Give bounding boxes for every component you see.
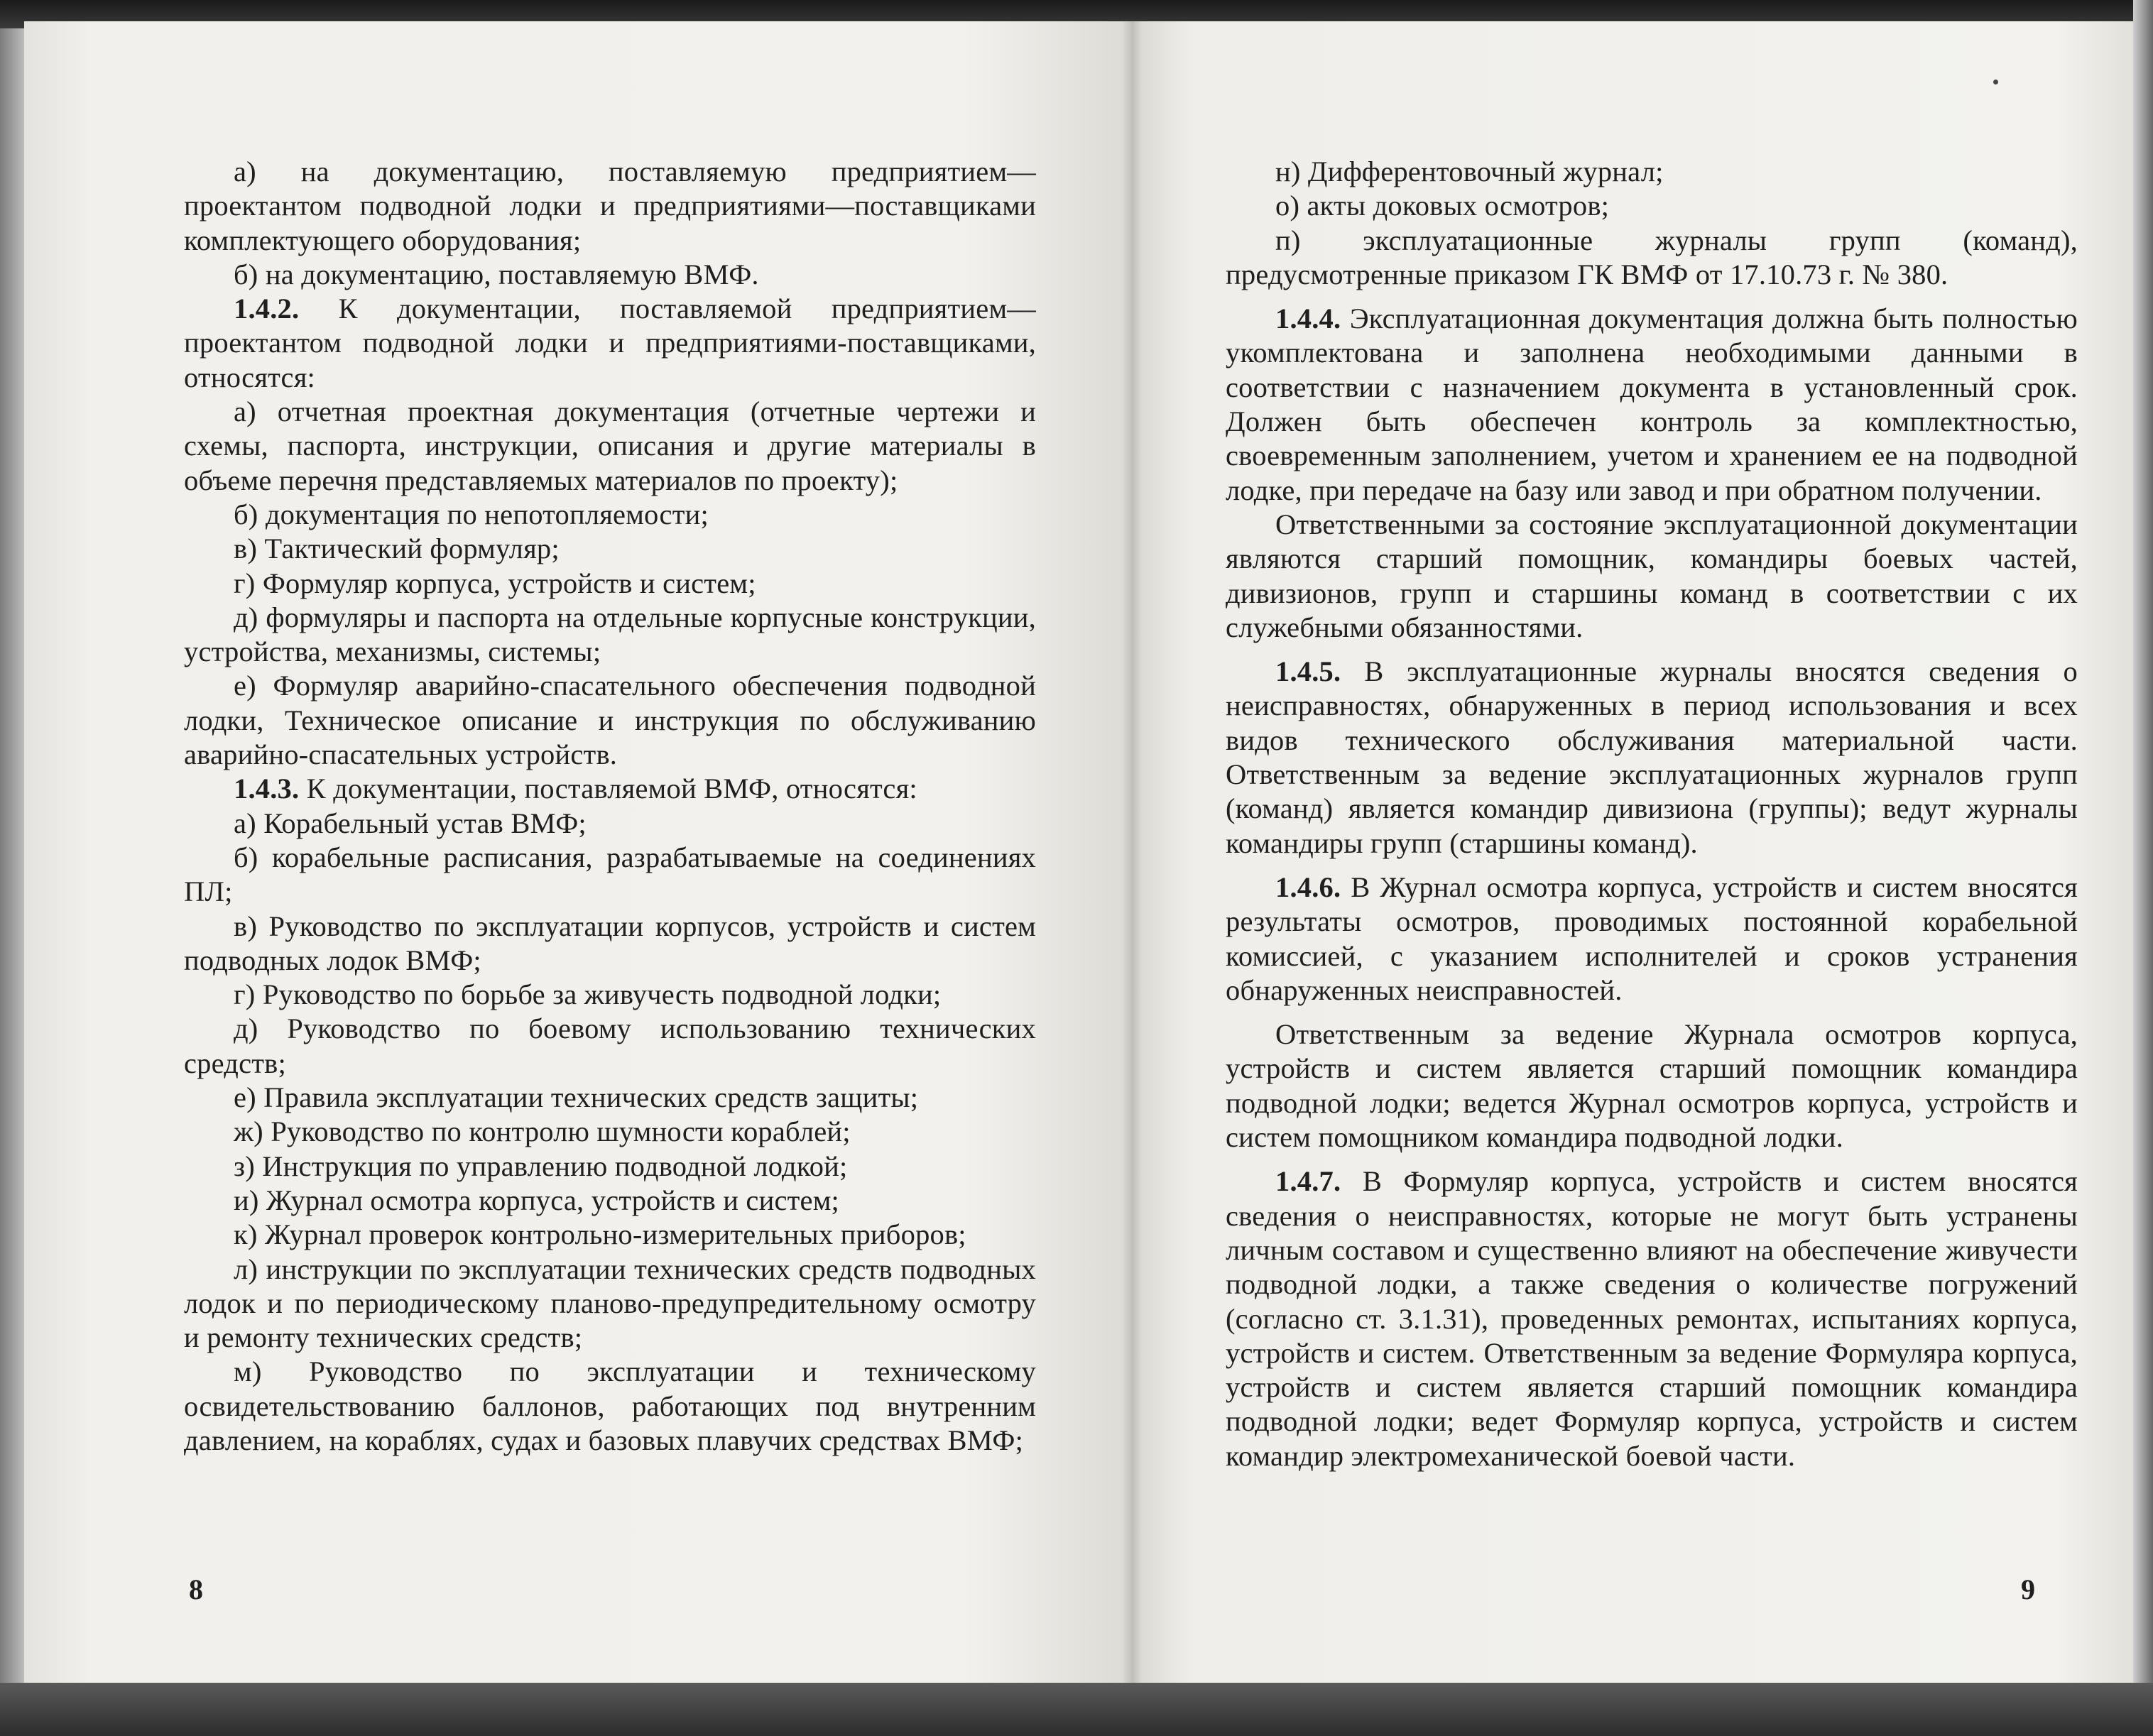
paragraph: ж) Руководство по контролю шумности кораблей;	[234, 1115, 851, 1148]
right-page	[1132, 21, 2133, 1697]
section-number: 1.4.4.	[1275, 302, 1341, 335]
section-paragraph	[184, 292, 1036, 395]
section-paragraph	[1226, 870, 2078, 1008]
paragraph: г) Формуляр корпуса, устройств и систем;	[234, 567, 756, 599]
section-paragraph	[1226, 655, 2078, 861]
paragraph: б) на документацию, поставляемую ВМФ.	[234, 258, 759, 290]
paragraph: а) Корабельный устав ВМФ;	[234, 807, 587, 839]
paragraph: Ответственными за состояние эксплуатационной документации являются старший помощник, командиры боевых частей, дивизионов, групп и старшины команд в соответствии с их служебными обязанностями.	[1226, 508, 2078, 643]
paragraph-gap	[1226, 1008, 2078, 1017]
book-edge-right	[2133, 0, 2153, 1736]
left-page	[24, 21, 1132, 1697]
paragraph: а) отчетная проектная документация (отчетные чертежи и схемы, паспорта, инструкции, описания и другие материалы в объеме перечня представляемых материалов по проекту);	[184, 395, 1036, 496]
paragraph: Ответственным за ведение Журнала осмотров корпуса, устройств и систем является старший помощник командира подводной лодки; ведется Журнал осмотров корпуса, устройств и систем помощником командира подводной лодки.	[1226, 1018, 2078, 1154]
section-number: 1.4.7.	[1275, 1165, 1341, 1198]
paragraph-text: В Формуляр корпуса, устройств и систем вносятся сведения о неисправностях, которые не могут быть устранены личным составом и существенно влияют на обеспечение живучести подводной лодки, а также сведения о количестве погружений (согласно ст. 3.1.31), проведенных ремонтах, испытаниях корпуса, устройств и систем. Ответственным за ведение Формуляра корпуса, устройств и систем является старший помощник командира подводной лодки; ведет Формуляр корпуса, устройств и систем командир электромеханической боевой части.	[1226, 1165, 2078, 1472]
paragraph: д) формуляры и паспорта на отдельные корпусные конструкции, устройства, механизмы, системы;	[184, 601, 1036, 668]
paragraph: л) инструкции по эксплуатации технических средств подводных лодок и по периодическому планово-предупредительному осмотру и ремонту технических средств;	[184, 1252, 1036, 1354]
paragraph: к) Журнал проверок контрольно-измерительных приборов;	[234, 1218, 966, 1251]
paragraph-gap	[1226, 292, 2078, 302]
print-speck	[1993, 80, 1998, 84]
paragraph-gap	[1226, 861, 2078, 870]
paragraph: в) Руководство по эксплуатации корпусов, устройств и систем подводных лодок ВМФ;	[184, 910, 1036, 976]
paragraph: е) Формуляр аварийно-спасательного обеспечения подводной лодки, Техническое описание и инструкция по обслуживанию аварийно-спасательных устройств.	[184, 670, 1036, 771]
section-paragraph	[1226, 302, 2078, 508]
paragraph: в) Тактический формуляр;	[234, 533, 560, 565]
paragraph-text: К документации, поставляемой ВМФ, относятся:	[306, 773, 917, 805]
paragraph: б) документация по непотопляемости;	[234, 498, 709, 530]
book-cover-edge-left	[0, 28, 24, 1690]
paragraph: и) Журнал осмотра корпуса, устройств и систем;	[234, 1184, 839, 1216]
page-number: 8	[189, 1573, 203, 1605]
paragraph-gap	[1226, 645, 2078, 655]
section-number: 1.4.6.	[1275, 870, 1341, 903]
paragraph-gap	[1226, 1154, 2078, 1164]
paragraph-text: В Журнал осмотра корпуса, устройств и систем вносятся результаты осмотров, проводимых постоянной корабельной комиссией, с указанием исполнителей и сроков устранения обнаруженных неисправностей.	[1226, 870, 2078, 1006]
paragraph-text: Эксплуатационная документация должна быть полностью укомплектована и заполнена необходимыми данными в соответствии с назначением документа в установленный срок. Должен быть обеспечен контроль за комплектностью, своевременным заполнением, учетом и хранением ее на подводной лодке, при передаче на базу или завод и при обратном получении.	[1226, 302, 2078, 506]
paragraph: о) акты доковых осмотров;	[1275, 190, 1610, 222]
paragraph-text: К документации, поставляемой предприятием—проектантом подводной лодки и предприятиями-поставщиками, относятся:	[184, 293, 1036, 393]
left-page-text	[184, 155, 1036, 1458]
section-paragraph	[184, 772, 1036, 806]
book-spine-shadow	[1122, 21, 1142, 1697]
paragraph: е) Правила эксплуатации технических средств защиты;	[234, 1081, 919, 1114]
paragraph: п) эксплуатационные журналы групп (команд), предусмотренные приказом ГК ВМФ от 17.10.73 г. № 380.	[1226, 224, 2078, 290]
scan-backdrop-bottom	[0, 1683, 2153, 1736]
paragraph: а) на документацию, поставляемую предприятием—проектантом подводной лодки и предприятиями—поставщиками комплектующего оборудования;	[184, 155, 1036, 256]
paragraph: м) Руководство по эксплуатации и техническому освидетельствованию баллонов, работающих под внутренним давлением, на кораблях, судах и базовых плавучих средствах ВМФ;	[184, 1355, 1036, 1456]
section-number: 1.4.5.	[1275, 655, 1341, 688]
page-number: 9	[2021, 1573, 2035, 1605]
paragraph: б) корабельные расписания, разрабатываемые на соединениях ПЛ;	[184, 841, 1036, 908]
section-number: 1.4.2.	[234, 293, 300, 325]
paragraph: д) Руководство по боевому использованию технических средств;	[184, 1012, 1036, 1079]
section-number: 1.4.3.	[234, 773, 300, 805]
paragraph: г) Руководство по борьбе за живучесть подводной лодки;	[234, 978, 942, 1011]
paragraph-text: В эксплуатационные журналы вносятся сведения о неисправностях, обнаруженных в период использования и всех видов технического обслуживания материальной части. Ответственным за ведение эксплуатационных журналов групп (команд) является командир дивизиона (группы); ведут журналы командиры групп (старшины команд).	[1226, 655, 2078, 859]
paragraph: н) Дифферентовочный журнал;	[1275, 155, 1664, 187]
paragraph: з) Инструкция по управлению подводной лодкой;	[234, 1150, 848, 1182]
right-page-text	[1226, 155, 2078, 1473]
section-paragraph	[1226, 1164, 2078, 1473]
